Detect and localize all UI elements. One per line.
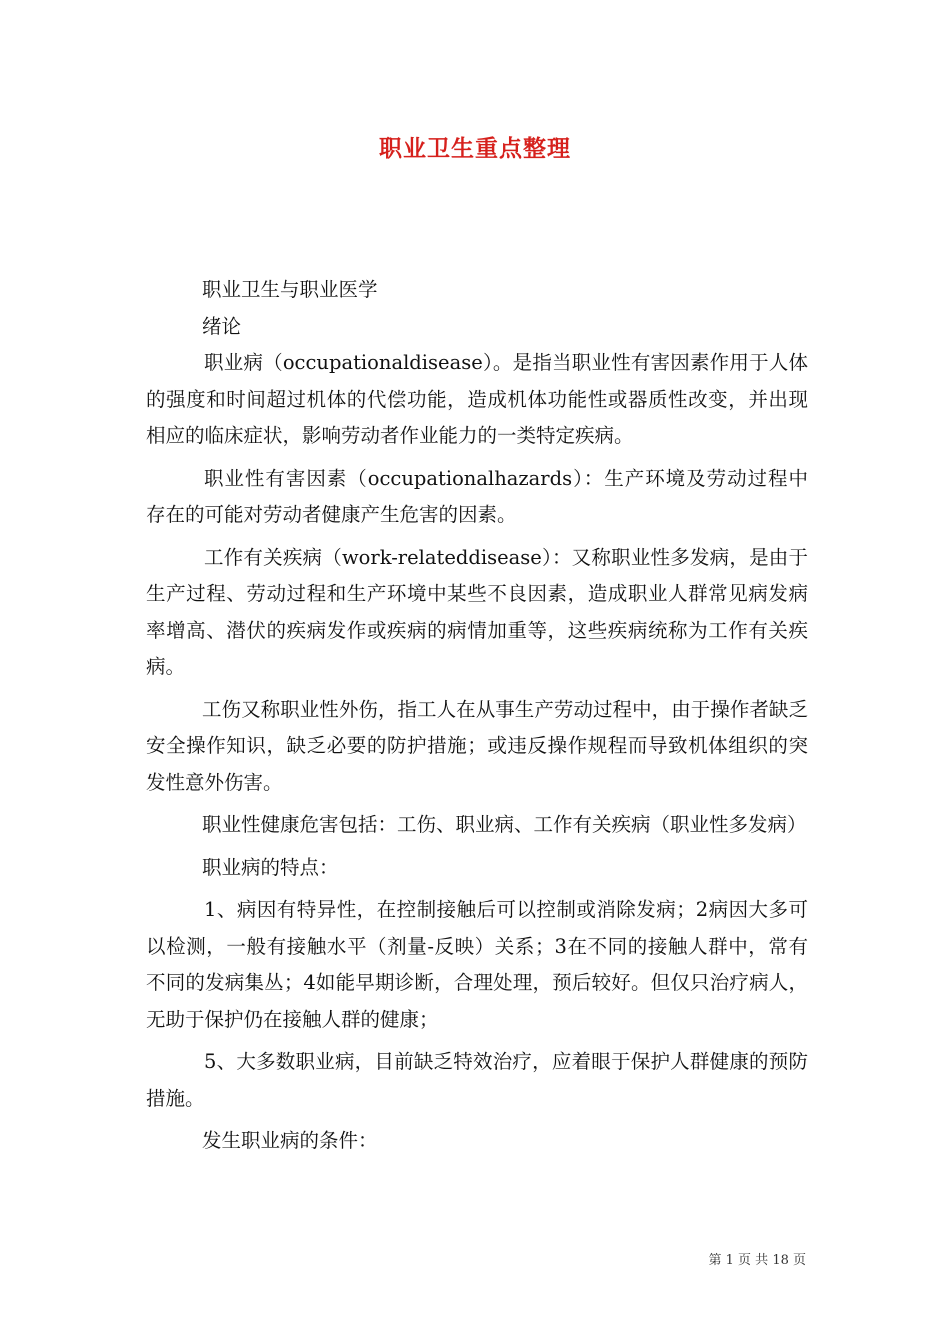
chapter-heading: 绪论	[202, 314, 242, 338]
definition-occupational-disease: 职业病（occupationaldisease）。是指当职业性有害因素作用于人体的强度和时间超过机体的代偿功能，造成机体功能性或器质性改变，并出现相应的临床症状，影响劳动者作业能力的一类特定疾病。	[146, 351, 808, 447]
features-item-5: 5、大多数职业病，目前缺乏特效治疗，应着眼于保护人群健康的预防措施。	[146, 1050, 808, 1110]
document-title: 职业卫生重点整理	[379, 135, 571, 162]
definition-work-related-disease: 工作有关疾病（work-relateddisease）：又称职业性多发病，是由于生产过程、劳动过程和生产环境中某些不良因素，造成职业人群常见病发病率增高、潜伏的疾病发作或疾病的病情加重等，这些疾病统称为工作有关疾病。	[146, 545, 808, 678]
features-list: 1、病因有特异性，在控制接触后可以控制或消除发病；2病因大多可以检测，一般有接触水平（剂量-反映）关系；3在不同的接触人群中，常有不同的发病集丛；4如能早期诊断，合理处理，预后较好。但仅只治疗病人，无助于保护仍在接触人群的健康；	[146, 898, 808, 1031]
document-body	[146, 272, 808, 1160]
features-heading: 职业病的特点：	[202, 855, 339, 879]
section-heading: 职业卫生与职业医学	[202, 278, 378, 301]
definition-occupational-hazards: 职业性有害因素（occupationalhazards）：生产环境及劳动过程中存在的可能对劳动者健康产生危害的因素。	[146, 466, 808, 526]
definition-work-injury: 工伤又称职业性外伤，指工人在从事生产劳动过程中，由于操作者缺乏安全操作知识，缺乏必要的防护措施；或违反操作规程而导致机体组织的突发性意外伤害。	[146, 697, 808, 794]
page-number: 第 1 页 共 18 页	[708, 1253, 806, 1268]
health-hazards-list: 职业性健康危害包括：工伤、职业病、工作有关疾病（职业性多发病）	[202, 813, 807, 836]
conditions-heading: 发生职业病的条件：	[202, 1129, 378, 1152]
